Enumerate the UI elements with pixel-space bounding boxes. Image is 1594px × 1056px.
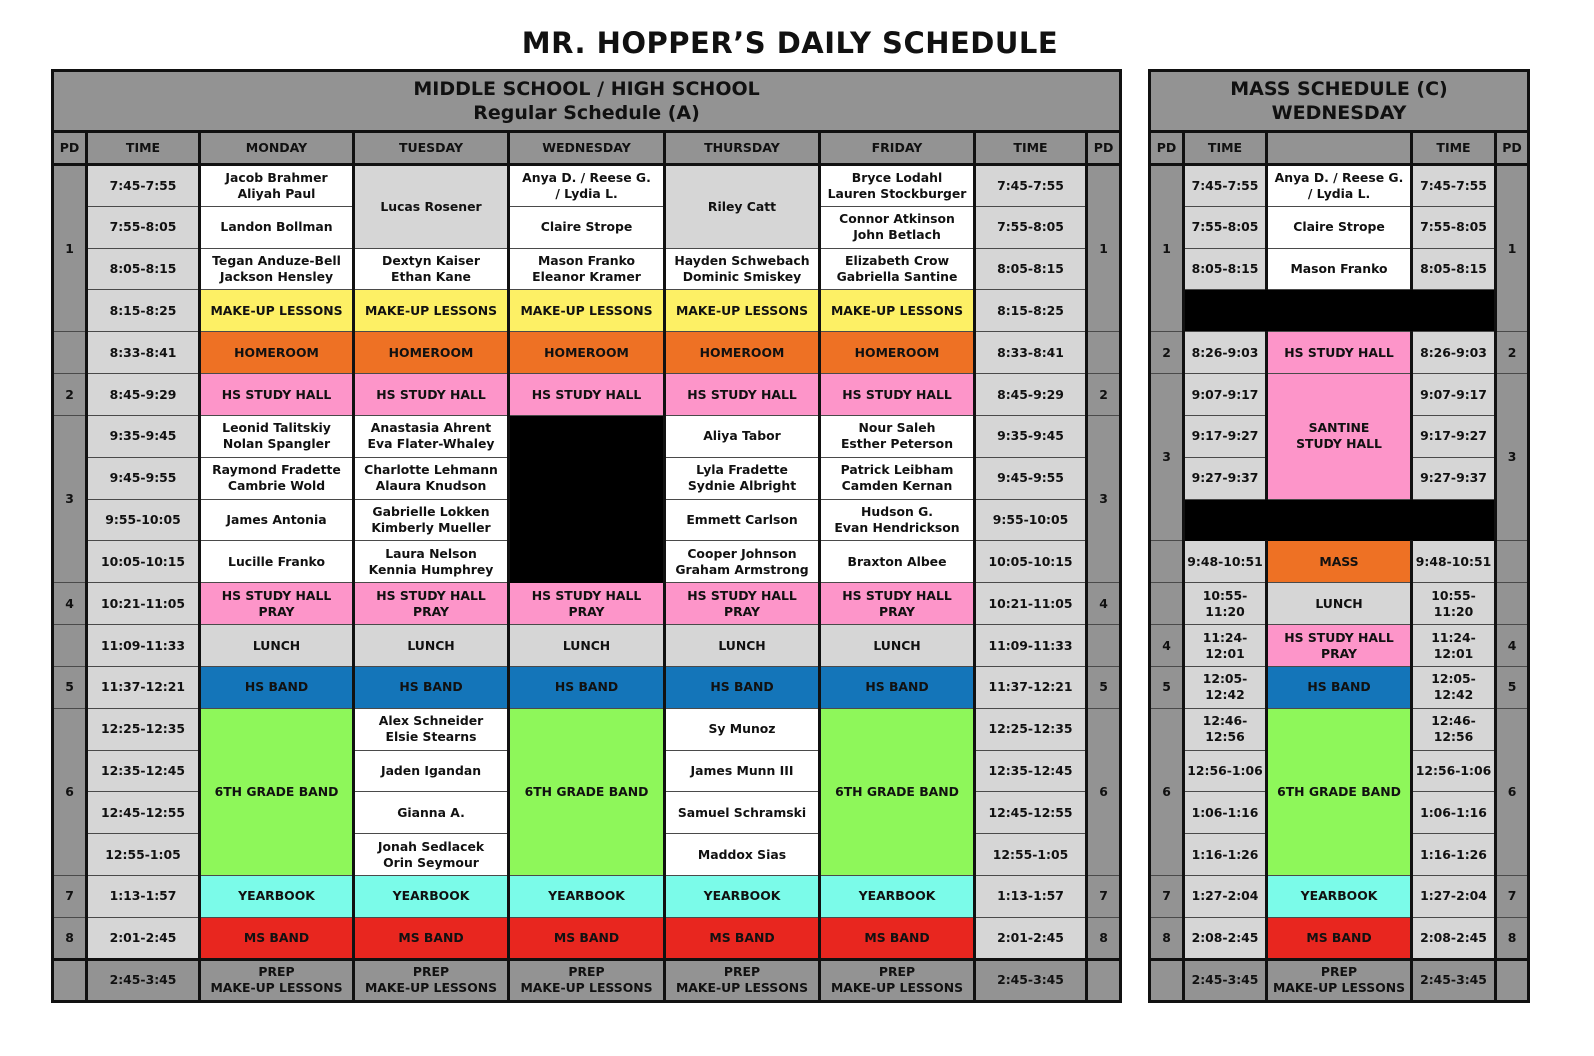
yearbook-cell: YEARBOOK: [509, 876, 665, 918]
table-row: [53, 415, 1121, 457]
period-cell: 4: [1087, 583, 1121, 625]
time-cell: 8:45-9:29: [975, 374, 1087, 416]
mass-schedule-table: [1148, 69, 1530, 1003]
time-cell: 9:48-10:51: [1412, 541, 1496, 583]
lesson-cell: Anya D. / Reese G. / Lydia L.: [509, 165, 665, 207]
lesson-cell: Charlotte Lehmann Alaura Knudson: [354, 457, 509, 499]
ms-band-cell: MS BAND: [354, 917, 509, 959]
lunch-cell: LUNCH: [1267, 583, 1412, 625]
time-cell: 9:27-9:37: [1412, 457, 1496, 499]
time-cell: 10:05-10:15: [975, 541, 1087, 583]
lesson-cell: Tegan Anduze-Bell Jackson Hensley: [200, 248, 354, 290]
lesson-cell: Sy Munoz: [665, 708, 820, 750]
time-cell: 8:05-8:15: [1412, 248, 1496, 290]
prep-cell: PREP MAKE-UP LESSONS: [509, 959, 665, 1001]
hs-band-cell: HS BAND: [665, 666, 820, 708]
col-header-monday: MONDAY: [200, 132, 354, 165]
col-header-time: TIME: [1184, 132, 1267, 165]
lunch-cell: LUNCH: [820, 625, 975, 667]
period-cell: [1150, 583, 1184, 625]
time-cell: 2:45-3:45: [975, 959, 1087, 1001]
time-cell: 10:55-11:20: [1412, 583, 1496, 625]
table-row: [1150, 332, 1529, 374]
lesson-cell: Patrick Leibham Camden Kernan: [820, 457, 975, 499]
table-row: [53, 290, 1121, 332]
period-cell: [1496, 541, 1529, 583]
lesson-cell: Riley Catt: [665, 165, 820, 249]
time-cell: 7:45-7:55: [975, 165, 1087, 207]
regular-schedule-table: [51, 69, 1122, 1003]
time-cell: 9:45-9:55: [87, 457, 200, 499]
lesson-cell: Alex Schneider Elsie Stearns: [354, 708, 509, 750]
table-row: [53, 165, 1121, 207]
period-cell: 8: [53, 917, 87, 959]
yearbook-cell: YEARBOOK: [200, 876, 354, 918]
study-hall-cell: HS STUDY HALL: [354, 374, 509, 416]
lesson-cell: Emmett Carlson: [665, 499, 820, 541]
time-cell: 9:35-9:45: [975, 415, 1087, 457]
table-row: [1150, 876, 1529, 918]
yearbook-cell: YEARBOOK: [665, 876, 820, 918]
time-cell: 8:26-9:03: [1412, 332, 1496, 374]
time-cell: 8:26-9:03: [1184, 332, 1267, 374]
lesson-cell: Braxton Albee: [820, 541, 975, 583]
period-cell: 2: [53, 374, 87, 416]
table-row: [53, 583, 1121, 625]
col-header-time-right: TIME: [975, 132, 1087, 165]
time-cell: 12:55-1:05: [975, 834, 1087, 876]
period-cell: 4: [53, 583, 87, 625]
lesson-cell: Laura Nelson Kennia Humphrey: [354, 541, 509, 583]
table-row: [1150, 917, 1529, 959]
time-cell: 12:35-12:45: [975, 750, 1087, 792]
time-cell: 12:45-12:55: [87, 792, 200, 834]
time-cell: 10:21-11:05: [975, 583, 1087, 625]
period-cell: [1150, 959, 1184, 1001]
time-cell: 7:45-7:55: [1184, 165, 1267, 207]
study-hall-pray-cell: HS STUDY HALL PRAY: [200, 583, 354, 625]
time-cell: 1:27-2:04: [1184, 876, 1267, 918]
sixth-grade-band-cell: 6TH GRADE BAND: [820, 708, 975, 875]
col-header-pd-right: PD: [1496, 132, 1529, 165]
lesson-cell: Raymond Fradette Cambrie Wold: [200, 457, 354, 499]
period-cell: 8: [1087, 917, 1121, 959]
time-cell: 11:24-12:01: [1184, 625, 1267, 667]
time-cell: 8:05-8:15: [975, 248, 1087, 290]
ms-band-cell: MS BAND: [820, 917, 975, 959]
period-cell: [1087, 959, 1121, 1001]
period-cell: [53, 625, 87, 667]
table-row: [1150, 290, 1529, 332]
prep-cell: PREP MAKE-UP LESSONS: [665, 959, 820, 1001]
table-row: [53, 666, 1121, 708]
table-row: [1150, 666, 1529, 708]
mass-cell: MASS: [1267, 541, 1412, 583]
time-cell: 7:45-7:55: [87, 165, 200, 207]
time-cell: 8:45-9:29: [87, 374, 200, 416]
time-cell: 12:55-1:05: [87, 834, 200, 876]
time-cell: 9:48-10:51: [1184, 541, 1267, 583]
table-row: [53, 708, 1121, 750]
time-cell: 2:45-3:45: [87, 959, 200, 1001]
sixth-grade-band-cell: 6TH GRADE BAND: [1267, 708, 1412, 875]
period-cell: [1496, 959, 1529, 1001]
period-cell: [1150, 541, 1184, 583]
period-cell: 7: [1087, 876, 1121, 918]
col-header-pd: PD: [53, 132, 87, 165]
period-cell: 5: [1150, 666, 1184, 708]
lesson-cell: Mason Franko: [1267, 248, 1412, 290]
time-cell: 8:05-8:15: [87, 248, 200, 290]
study-hall-pray-cell: HS STUDY HALL PRAY: [1267, 625, 1412, 667]
yearbook-cell: YEARBOOK: [354, 876, 509, 918]
col-header-time-right: TIME: [1412, 132, 1496, 165]
time-cell: 7:45-7:55: [1412, 165, 1496, 207]
lesson-cell: Lucille Franko: [200, 541, 354, 583]
period-cell: [53, 332, 87, 374]
time-cell: 11:24-12:01: [1412, 625, 1496, 667]
time-cell: 2:08-2:45: [1184, 917, 1267, 959]
study-hall-pray-cell: HS STUDY HALL PRAY: [509, 583, 665, 625]
lesson-cell: Jaden Igandan: [354, 750, 509, 792]
time-cell: 9:07-9:17: [1184, 374, 1267, 416]
homeroom-cell: HOMEROOM: [665, 332, 820, 374]
time-cell: 7:55-8:05: [1184, 206, 1267, 248]
lesson-cell: Claire Strope: [1267, 206, 1412, 248]
table-row: [53, 374, 1121, 416]
period-cell: 5: [1496, 666, 1529, 708]
time-cell: 7:55-8:05: [87, 206, 200, 248]
time-cell: 1:06-1:16: [1184, 792, 1267, 834]
time-cell: 1:06-1:16: [1412, 792, 1496, 834]
study-hall-cell: HS STUDY HALL: [820, 374, 975, 416]
time-cell: 2:45-3:45: [1412, 959, 1496, 1001]
lesson-cell: Lucas Rosener: [354, 165, 509, 249]
homeroom-cell: HOMEROOM: [354, 332, 509, 374]
time-cell: 12:05-12:42: [1184, 666, 1267, 708]
period-cell: 3: [53, 415, 87, 582]
hs-band-cell: HS BAND: [509, 666, 665, 708]
time-cell: 10:21-11:05: [87, 583, 200, 625]
ms-band-cell: MS BAND: [200, 917, 354, 959]
time-cell: 2:45-3:45: [1184, 959, 1267, 1001]
yearbook-cell: YEARBOOK: [820, 876, 975, 918]
time-cell: 9:07-9:17: [1412, 374, 1496, 416]
hs-band-cell: HS BAND: [200, 666, 354, 708]
period-cell: 3: [1150, 374, 1184, 541]
period-cell: 3: [1087, 415, 1121, 582]
prep-cell: PREP MAKE-UP LESSONS: [200, 959, 354, 1001]
ms-band-cell: MS BAND: [509, 917, 665, 959]
period-cell: [1496, 583, 1529, 625]
period-cell: [1087, 332, 1121, 374]
time-cell: 2:01-2:45: [87, 917, 200, 959]
lesson-cell: Bryce Lodahl Lauren Stockburger: [820, 165, 975, 207]
make-up-lessons-cell: MAKE-UP LESSONS: [200, 290, 354, 332]
blocked-cell: [1184, 290, 1496, 332]
period-cell: 8: [1150, 917, 1184, 959]
period-cell: 6: [1496, 708, 1529, 875]
period-cell: 2: [1087, 374, 1121, 416]
lesson-cell: Anastasia Ahrent Eva Flater-Whaley: [354, 415, 509, 457]
period-cell: 3: [1496, 374, 1529, 541]
period-cell: 6: [1087, 708, 1121, 875]
hs-band-cell: HS BAND: [820, 666, 975, 708]
lesson-cell: Lyla Fradette Sydnie Albright: [665, 457, 820, 499]
period-cell: 2: [1496, 332, 1529, 374]
lesson-cell: Aliya Tabor: [665, 415, 820, 457]
table-row: [1150, 165, 1529, 207]
time-cell: 11:09-11:33: [87, 625, 200, 667]
mass-title-line1: MASS SCHEDULE (C): [1230, 78, 1448, 100]
regular-schedule-header: [53, 71, 1121, 132]
time-cell: 10:05-10:15: [87, 541, 200, 583]
make-up-lessons-cell: MAKE-UP LESSONS: [665, 290, 820, 332]
study-hall-pray-cell: HS STUDY HALL PRAY: [354, 583, 509, 625]
time-cell: 8:33-8:41: [87, 332, 200, 374]
study-hall-cell: HS STUDY HALL: [200, 374, 354, 416]
table-row: [1150, 625, 1529, 667]
time-cell: 2:08-2:45: [1412, 917, 1496, 959]
time-cell: 12:46-12:56: [1184, 708, 1267, 750]
lesson-cell: James Antonia: [200, 499, 354, 541]
col-header-time: TIME: [87, 132, 200, 165]
col-header-wednesday: WEDNESDAY: [509, 132, 665, 165]
study-hall-cell: HS STUDY HALL: [509, 374, 665, 416]
lesson-cell: Hudson G. Evan Hendrickson: [820, 499, 975, 541]
time-cell: 9:45-9:55: [975, 457, 1087, 499]
lunch-cell: LUNCH: [509, 625, 665, 667]
period-cell: 1: [1150, 165, 1184, 332]
regular-title-line1: MIDDLE SCHOOL / HIGH SCHOOL: [413, 78, 760, 100]
sixth-grade-band-cell: 6TH GRADE BAND: [200, 708, 354, 875]
time-cell: 1:13-1:57: [975, 876, 1087, 918]
time-cell: 9:55-10:05: [975, 499, 1087, 541]
lesson-cell: Landon Bollman: [200, 206, 354, 248]
time-cell: 9:17-9:27: [1412, 415, 1496, 457]
homeroom-cell: HOMEROOM: [820, 332, 975, 374]
hs-band-cell: HS BAND: [354, 666, 509, 708]
make-up-lessons-cell: MAKE-UP LESSONS: [509, 290, 665, 332]
period-cell: [53, 959, 87, 1001]
period-cell: 6: [53, 708, 87, 875]
lesson-cell: Maddox Sias: [665, 834, 820, 876]
time-cell: 12:56-1:06: [1412, 750, 1496, 792]
study-hall-cell: HS STUDY HALL: [665, 374, 820, 416]
lesson-cell: Jacob Brahmer Aliyah Paul: [200, 165, 354, 207]
time-cell: 11:37-12:21: [87, 666, 200, 708]
period-cell: [1087, 625, 1121, 667]
period-cell: 5: [1087, 666, 1121, 708]
lesson-cell: Gabrielle Lokken Kimberly Mueller: [354, 499, 509, 541]
table-row: [53, 625, 1121, 667]
lesson-cell: Leonid Talitskiy Nolan Spangler: [200, 415, 354, 457]
lesson-cell: Gianna A.: [354, 792, 509, 834]
prep-cell: PREP MAKE-UP LESSONS: [354, 959, 509, 1001]
time-cell: 1:16-1:26: [1412, 834, 1496, 876]
period-cell: 4: [1150, 625, 1184, 667]
regular-title-line2: Regular Schedule (A): [473, 102, 700, 124]
time-cell: 11:09-11:33: [975, 625, 1087, 667]
ms-band-cell: MS BAND: [1267, 917, 1412, 959]
col-header-tuesday: TUESDAY: [354, 132, 509, 165]
santine-study-hall-cell: SANTINE STUDY HALL: [1267, 374, 1412, 499]
period-cell: 1: [1087, 165, 1121, 332]
table-row: [53, 959, 1121, 1001]
time-cell: 9:27-9:37: [1184, 457, 1267, 499]
col-header-pd-right: PD: [1087, 132, 1121, 165]
homeroom-cell: HOMEROOM: [200, 332, 354, 374]
blocked-cell: [1184, 499, 1496, 541]
time-cell: 12:35-12:45: [87, 750, 200, 792]
table-row: [1150, 541, 1529, 583]
table-row: [1150, 959, 1529, 1001]
table-row: [1150, 248, 1529, 290]
col-header-friday: FRIDAY: [820, 132, 975, 165]
time-cell: 9:17-9:27: [1184, 415, 1267, 457]
lesson-cell: Mason Franko Eleanor Kramer: [509, 248, 665, 290]
period-cell: 2: [1150, 332, 1184, 374]
period-cell: 1: [1496, 165, 1529, 332]
time-cell: 8:05-8:15: [1184, 248, 1267, 290]
table-row: [53, 917, 1121, 959]
col-header-blank: [1267, 132, 1412, 165]
time-cell: 12:25-12:35: [975, 708, 1087, 750]
table-row: [1150, 499, 1529, 541]
table-row: [1150, 708, 1529, 750]
time-cell: 8:15-8:25: [975, 290, 1087, 332]
study-hall-pray-cell: HS STUDY HALL PRAY: [665, 583, 820, 625]
make-up-lessons-cell: MAKE-UP LESSONS: [354, 290, 509, 332]
mass-schedule-header: [1150, 71, 1529, 132]
time-cell: 12:05-12:42: [1412, 666, 1496, 708]
time-cell: 1:13-1:57: [87, 876, 200, 918]
time-cell: 8:15-8:25: [87, 290, 200, 332]
time-cell: 12:25-12:35: [87, 708, 200, 750]
lunch-cell: LUNCH: [665, 625, 820, 667]
col-header-thursday: THURSDAY: [665, 132, 820, 165]
time-cell: 1:27-2:04: [1412, 876, 1496, 918]
lesson-cell: Hayden Schwebach Dominic Smiskey: [665, 248, 820, 290]
period-cell: 7: [53, 876, 87, 918]
lesson-cell: Cooper Johnson Graham Armstrong: [665, 541, 820, 583]
period-cell: 7: [1496, 876, 1529, 918]
time-cell: 8:33-8:41: [975, 332, 1087, 374]
homeroom-cell: HOMEROOM: [509, 332, 665, 374]
table-row: [53, 248, 1121, 290]
yearbook-cell: YEARBOOK: [1267, 876, 1412, 918]
lesson-cell: Dextyn Kaiser Ethan Kane: [354, 248, 509, 290]
ms-band-cell: MS BAND: [665, 917, 820, 959]
hs-band-cell: HS BAND: [1267, 666, 1412, 708]
time-cell: 2:01-2:45: [975, 917, 1087, 959]
lesson-cell: Connor Atkinson John Betlach: [820, 206, 975, 248]
time-cell: 1:16-1:26: [1184, 834, 1267, 876]
table-row: [1150, 206, 1529, 248]
prep-cell: PREP MAKE-UP LESSONS: [1267, 959, 1412, 1001]
lesson-cell: Nour Saleh Esther Peterson: [820, 415, 975, 457]
time-cell: 10:55-11:20: [1184, 583, 1267, 625]
time-cell: 12:56-1:06: [1184, 750, 1267, 792]
period-cell: 4: [1496, 625, 1529, 667]
blocked-cell: [509, 415, 665, 582]
table-row: [53, 876, 1121, 918]
time-cell: 12:46-12:56: [1412, 708, 1496, 750]
lunch-cell: LUNCH: [354, 625, 509, 667]
table-row: [1150, 583, 1529, 625]
period-cell: 6: [1150, 708, 1184, 875]
col-header-pd: PD: [1150, 132, 1184, 165]
study-hall-pray-cell: HS STUDY HALL PRAY: [820, 583, 975, 625]
sixth-grade-band-cell: 6TH GRADE BAND: [509, 708, 665, 875]
time-cell: 7:55-8:05: [1412, 206, 1496, 248]
study-hall-cell: HS STUDY HALL: [1267, 332, 1412, 374]
time-cell: 11:37-12:21: [975, 666, 1087, 708]
prep-cell: PREP MAKE-UP LESSONS: [820, 959, 975, 1001]
time-cell: 9:35-9:45: [87, 415, 200, 457]
table-row: [1150, 374, 1529, 416]
lesson-cell: Samuel Schramski: [665, 792, 820, 834]
lesson-cell: James Munn III: [665, 750, 820, 792]
table-row: [53, 332, 1121, 374]
mass-title-line2: WEDNESDAY: [1271, 102, 1407, 124]
table-row: [53, 206, 1121, 248]
period-cell: 1: [53, 165, 87, 332]
period-cell: 5: [53, 666, 87, 708]
period-cell: 8: [1496, 917, 1529, 959]
page-title: MR. HOPPER’S DAILY SCHEDULE: [521, 26, 1059, 60]
lesson-cell: Elizabeth Crow Gabriella Santine: [820, 248, 975, 290]
time-cell: 7:55-8:05: [975, 206, 1087, 248]
lesson-cell: Jonah Sedlacek Orin Seymour: [354, 834, 509, 876]
make-up-lessons-cell: MAKE-UP LESSONS: [820, 290, 975, 332]
time-cell: 9:55-10:05: [87, 499, 200, 541]
lunch-cell: LUNCH: [200, 625, 354, 667]
period-cell: 7: [1150, 876, 1184, 918]
lesson-cell: Anya D. / Reese G. / Lydia L.: [1267, 165, 1412, 207]
lesson-cell: Claire Strope: [509, 206, 665, 248]
time-cell: 12:45-12:55: [975, 792, 1087, 834]
